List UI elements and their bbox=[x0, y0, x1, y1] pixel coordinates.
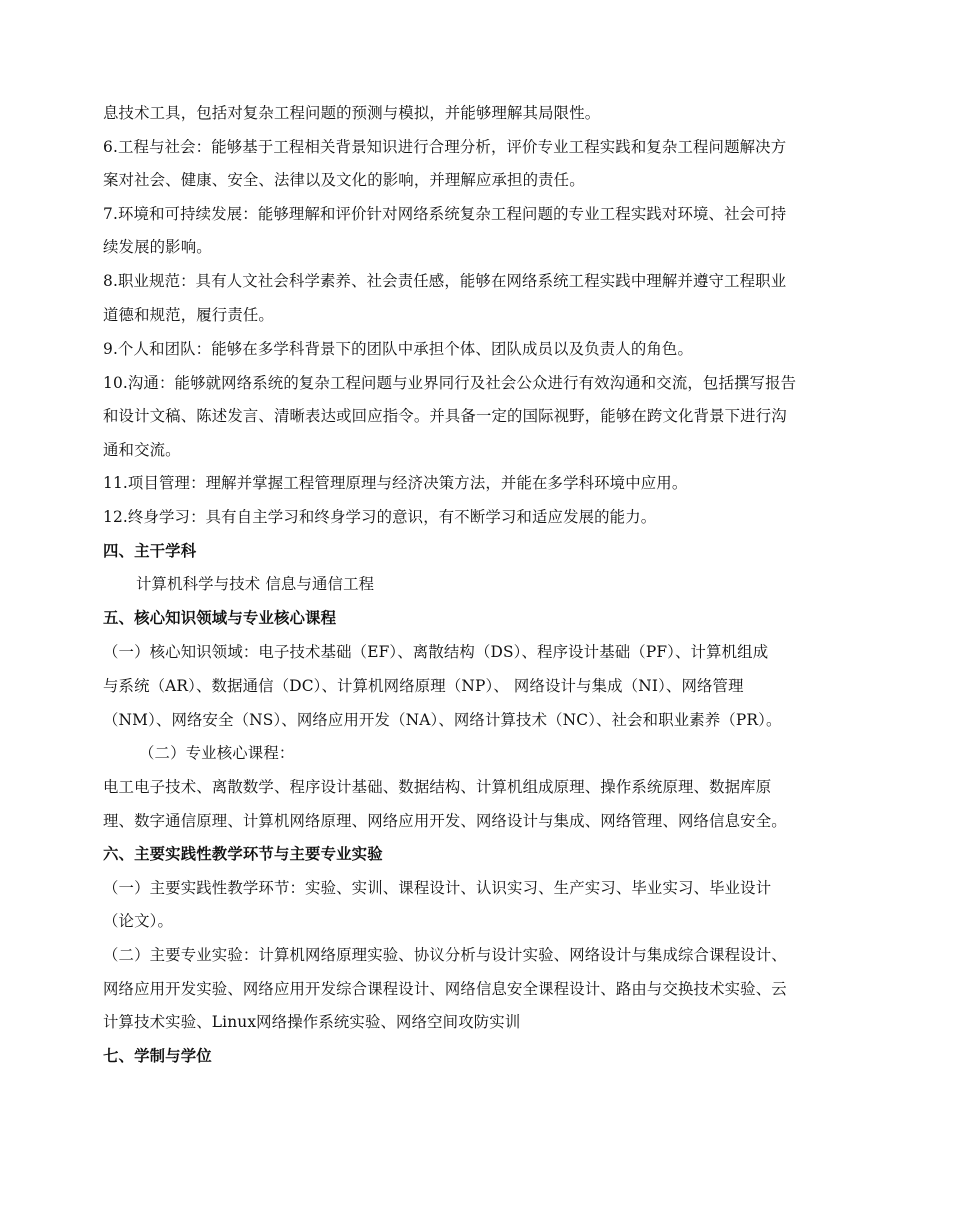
body-text-line: 通和交流。 bbox=[103, 441, 181, 459]
body-text-line: 11.项目管理：理解并掌握工程管理原理与经济决策方法，并能在多学科环境中应用。 bbox=[103, 474, 688, 492]
section-heading-main-disciplines: 四、主干学科 bbox=[103, 542, 197, 560]
body-text-line: （二）专业核心课程： bbox=[139, 744, 295, 762]
body-text-line: 电工电子技术、离散数学、程序设计基础、数据结构、计算机组成原理、操作系统原理、数据库原 bbox=[103, 778, 772, 796]
body-text-line: 10.沟通：能够就网络系统的复杂工程问题与业界同行及社会公众进行有效沟通和交流，包括撰写报告 bbox=[103, 374, 797, 392]
body-text-line: （二）主要专业实验：计算机网络原理实验、协议分析与设计实验、网络设计与集成综合课程设计、 bbox=[103, 946, 787, 964]
body-text-line: 续发展的影响。 bbox=[103, 238, 212, 256]
body-text-line: 息技术工具，包括对复杂工程问题的预测与模拟，并能够理解其局限性。 bbox=[103, 104, 601, 122]
body-text-line: 计算技术实验、Linux网络操作系统实验、网络空间攻防实训 bbox=[103, 1013, 521, 1031]
body-text-line: （一）核心知识领域：电子技术基础（EF）、离散结构（DS）、程序设计基础（PF）、计算机组成 bbox=[103, 643, 769, 661]
body-text-line: 计算机科学与技术 信息与通信工程 bbox=[136, 575, 375, 593]
body-text-line: 和设计文稿、陈述发言、清晰表达或回应指令。并具备一定的国际视野，能够在跨文化背景下进行沟 bbox=[103, 407, 787, 425]
body-text-line: 6.工程与社会：能够基于工程相关背景知识进行合理分析，评价专业工程实践和复杂工程问题解决方 bbox=[103, 138, 787, 156]
body-text-line: 8.职业规范：具有人文社会科学素养、社会责任感，能够在网络系统工程实践中理解并遵守工程职业 bbox=[103, 272, 787, 290]
body-text-line: 9.个人和团队：能够在多学科背景下的团队中承担个体、团队成员以及负责人的角色。 bbox=[103, 340, 693, 358]
section-heading-core-knowledge: 五、核心知识领域与专业核心课程 bbox=[103, 609, 337, 627]
body-text-line: （一）主要实践性教学环节：实验、实训、课程设计、认识实习、生产实习、毕业实习、毕业设计 bbox=[103, 879, 772, 897]
section-heading-practice: 六、主要实践性教学环节与主要专业实验 bbox=[103, 845, 383, 863]
body-text-line: 道德和规范，履行责任。 bbox=[103, 306, 274, 324]
body-text-line: （论文）。 bbox=[103, 912, 174, 930]
body-text-line: 与系统（AR）、数据通信（DC）、计算机网络原理（NP）、 网络设计与集成（NI）、网络管理 bbox=[103, 677, 744, 695]
body-text-line: 网络应用开发实验、网络应用开发综合课程设计、网络信息安全课程设计、路由与交换技术实验、云 bbox=[103, 980, 787, 998]
body-text-line: 12.终身学习：具有自主学习和终身学习的意识，有不断学习和适应发展的能力。 bbox=[103, 508, 657, 526]
body-text-line: 理、数字通信原理、计算机网络原理、网络应用开发、网络设计与集成、网络管理、网络信息安全。 bbox=[103, 812, 787, 830]
body-text-line: 案对社会、健康、安全、法律以及文化的影响，并理解应承担的责任。 bbox=[103, 171, 585, 189]
body-text-line: （NM）、网络安全（NS）、网络应用开发（NA）、网络计算技术（NC）、社会和职业素养（PR）。 bbox=[103, 711, 782, 729]
section-heading-duration-degree: 七、学制与学位 bbox=[103, 1047, 212, 1065]
body-text-line: 7.环境和可持续发展：能够理解和评价针对网络系统复杂工程问题的专业工程实践对环境、社会可持 bbox=[103, 205, 787, 223]
